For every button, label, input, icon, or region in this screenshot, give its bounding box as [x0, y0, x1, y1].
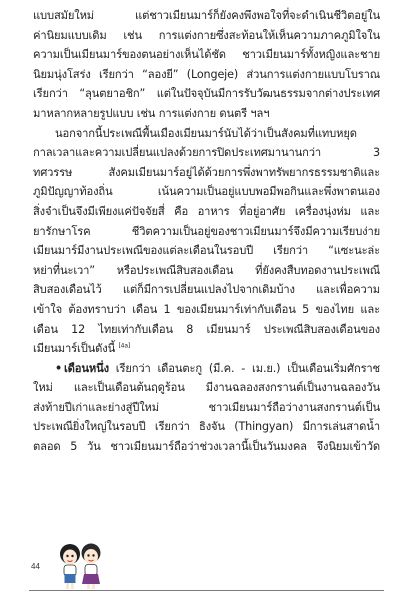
- text-line: ภูมิปัญญาท้องถิ่น เน้นความเป็นอยู่แบบพอมีพอกินและพึ่งพาตนเอง: [33, 185, 380, 199]
- bullet-icon: •: [55, 361, 63, 375]
- text-line: นอกจากนี้ประเพณีพื้นเมืองเมียนมาร์นับได้ว่าเป็นสังคมที่แทบหยุด: [55, 126, 357, 140]
- text-line: ตลอด 5 วัน ชาวเมียนมาร์ถือว่าช่วงเวลานี้เป็นวันมงคล จึงนิยมเข้าวัด: [33, 440, 380, 454]
- text-line: ส่งท้ายปีเก่าและย่างสู่ปีใหม่ ชาวเมียนมาร์ถือว่างานสงกรานต์เป็น: [33, 400, 380, 414]
- text-line: เดือน 12 ไทยเท่ากับเดือน 8 เมียนมาร์ ประเพณีสิบสองเดือนของ: [33, 322, 380, 336]
- text-line: เข้าใจ ต้องทราบว่า เดือน 1 ของเมียนมาร์เท่ากับเดือน 5 ของไทย และ: [33, 302, 380, 316]
- bullet-text: เรียกว่า เดือนตะกู (มี.ค. - เม.ย.) เป็นเดือนเริ่มศักราช: [108, 361, 380, 375]
- cartoon-children-icon: [58, 540, 104, 591]
- text-line: หย่าที่นะเวา” หรือประเพณีสิบสองเดือน ที่ยังคงสืบทอดงานประเพณี: [33, 263, 380, 277]
- text-line-with-citation: [33, 339, 380, 359]
- footer-rule: [29, 590, 384, 591]
- text-line: นิยมนุ่งโสร่ง เรียกว่า “ลองยี” (Longeje) ส่วนการแต่งกายแบบโบราณ: [33, 67, 380, 81]
- text-line: ประเพณียิ่งใหญ่ในรอบปี เรียกว่า ธิงจัน (Thingyan) มีการเล่นสาดน้ำ: [33, 420, 380, 434]
- text-line: ใหม่ และเป็นเดือนต้นฤดูร้อน มีงานฉลองสงกรานต์เป็นงานฉลองวัน: [33, 381, 380, 395]
- text-line: แบบสมัยใหม่ แต่ชาวเมียนมาร์ก็ยังคงพึงพอใจที่จะดำเนินชีวิตอยู่ใน: [33, 9, 380, 22]
- text-line: มาหลากหลายรูปแบบ เช่น การแต่งกาย ดนตรี ฯลฯ: [33, 106, 270, 120]
- body-text: [33, 6, 380, 457]
- bullet-item: [33, 359, 380, 379]
- text-line: ค่านิยมแบบเดิม เช่น การแต่งกายซึ่งสะท้อนให้เห็นความภาคภูมิใจใน: [33, 28, 380, 42]
- text-line: เรียกว่า “ลุนตยาอชิก” แต่ในปัจจุบันมีการรับวัฒนธรรมจากต่างประเทศ: [33, 87, 380, 101]
- bullet-lead: เดือนหนึ่ง: [64, 361, 109, 375]
- text-line: ความเป็นเมียนมาร์ของตนอย่างเห็นได้ชัด ชาวเมียนมาร์ทั้งหญิงและชาย: [33, 48, 380, 62]
- text-line: ทศวรรษ สังคมเมียนมาร์อยู่ได้ด้วยการพึ่งพาทรัพยากรธรรมชาติและ: [33, 165, 380, 179]
- citation-ref: [4a]: [118, 342, 131, 350]
- text-line: กาลเวลาและความเปลี่ยนแปลงด้วยการปิดประเทศมานานกว่า 3: [33, 146, 380, 160]
- text-line: เมียนมาร์เป็นดังนี้: [33, 342, 116, 356]
- page-number: 44: [31, 562, 40, 571]
- text-line: สิ่งจำเป็นจึงมีเพียงแค่ปัจจัยสี่ คือ อาหาร ที่อยู่อาศัย เครื่องนุ่งห่ม และ: [33, 204, 380, 218]
- text-line: สิบสองเดือนไว้ แต่ก็มีการเปลี่ยนแปลงไปจากเดิมบ้าง และเพื่อความ: [33, 283, 380, 297]
- text-line: ยารักษาโรค ชีวิตความเป็นอยู่ของชาวเมียนมาร์จึงมีความเรียบง่าย: [33, 224, 380, 238]
- text-line: เมียนมาร์มีงานประเพณีของแต่ละเดือนในรอบปี เรียกว่า “แซะนะล่ะ: [33, 244, 380, 258]
